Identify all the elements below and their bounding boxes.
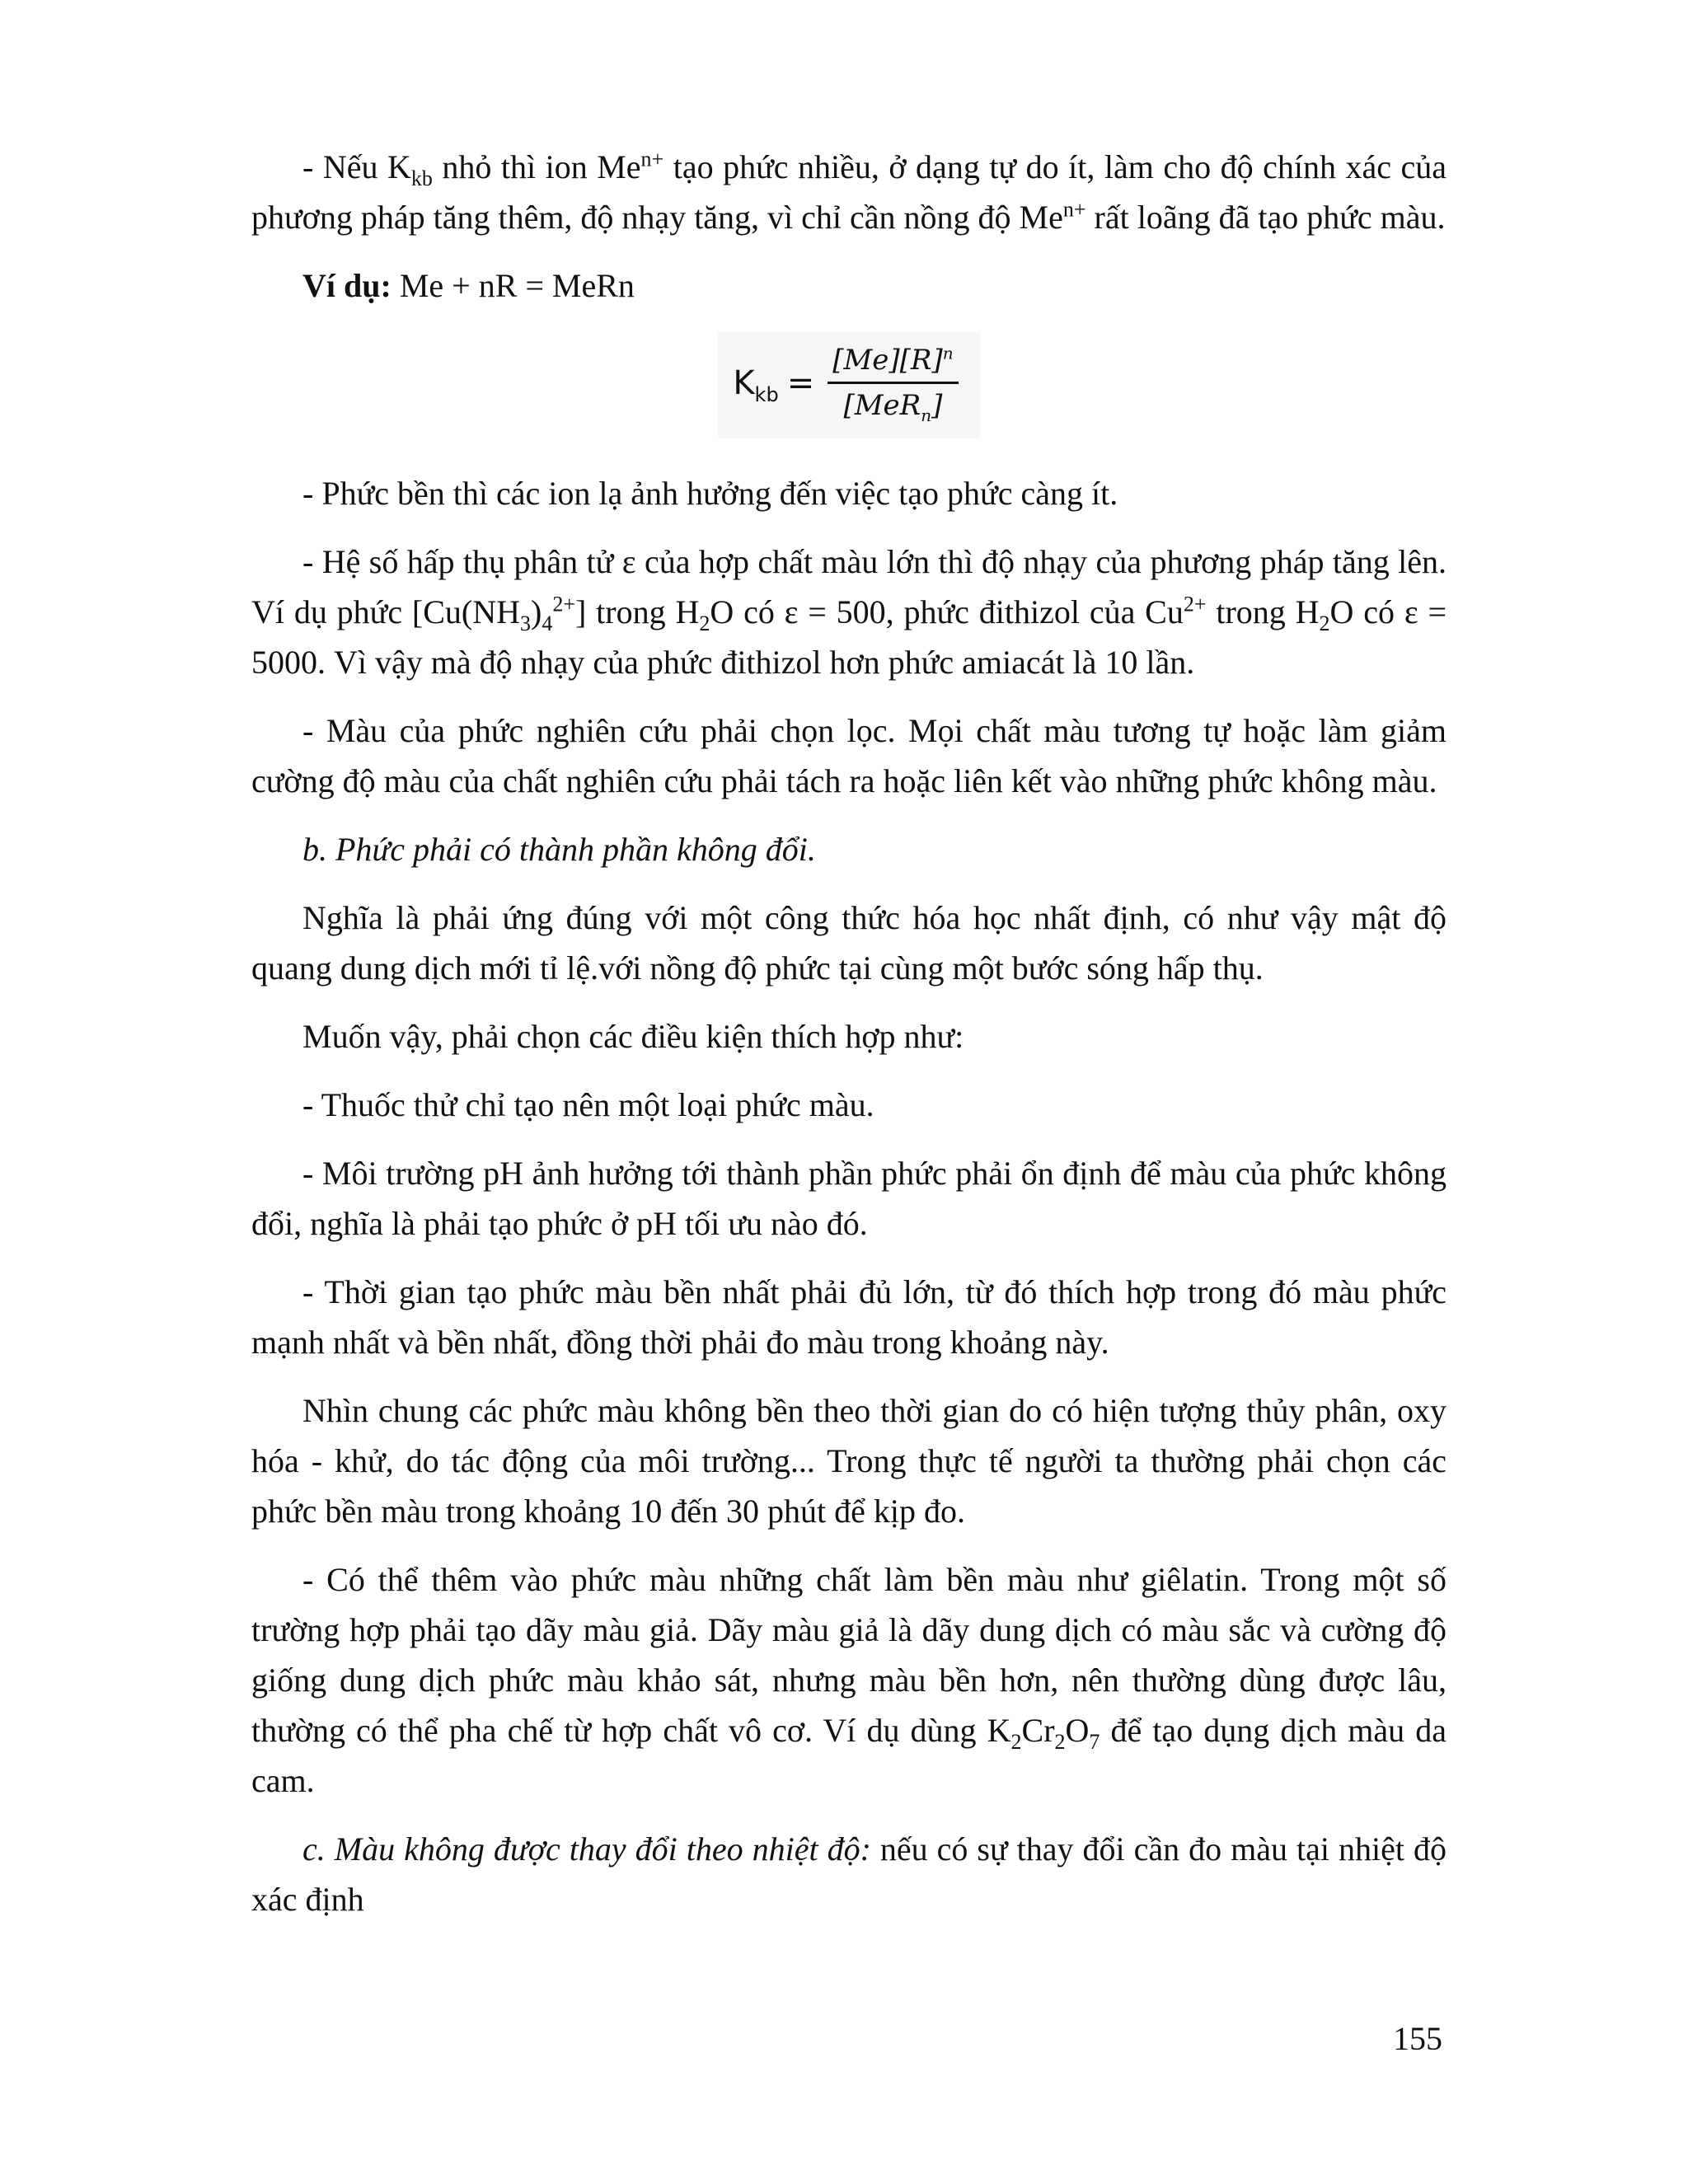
- paragraph-stable-complex: - Phức bền thì các ion lạ ảnh hưởng đến việc tạo phức càng ít.: [302, 475, 1118, 512]
- formula-block: [251, 332, 1447, 438]
- subscript: kb: [410, 166, 433, 190]
- section-heading-b: b. Phức phải có thành phần không đổi.: [302, 831, 816, 868]
- text: ] trong H: [575, 593, 700, 630]
- formula-k: K: [733, 363, 755, 402]
- subscript: 2: [699, 612, 710, 635]
- text: - Nếu K: [302, 148, 411, 185]
- paragraph-conditions-intro: Muốn vậy, phải chọn các điều kiện thích hợp như:: [302, 1018, 964, 1055]
- formula-fraction: [828, 343, 958, 425]
- numerator-text: [Me][R]: [832, 344, 943, 377]
- superscript: 2+: [552, 592, 576, 616]
- paragraph-reagent: - Thuốc thử chỉ tạo nên một loại phức màu.: [302, 1086, 874, 1123]
- text: O có ε = 5000. Vì vậy mà độ nhạy của phức đithizol hơn phức amiacát là 10 lần.: [251, 593, 1447, 681]
- subscript: 2: [1010, 1730, 1022, 1754]
- text: Cr: [1021, 1712, 1055, 1749]
- formula-equals: =: [786, 363, 815, 402]
- formula-lhs: [733, 363, 779, 406]
- text: - Hệ số hấp thụ phân tử ε của hợp chất màu lớn thì độ nhạy của phương pháp tăng lên. Ví dụ phức [Cu(NH: [251, 543, 1447, 630]
- example-line: [251, 260, 1447, 311]
- paragraph-ph: - Môi trường pH ảnh hưởng tới thành phần phức phải ổn định để màu của phức không đổi, nghĩa là phải tạo phức ở pH tối ưu nào đó.: [251, 1155, 1447, 1242]
- text: tạo phức nhiều, ở dạng tự do ít, làm cho độ chính xác của phương pháp tăng thêm, độ nhạy tăng, vì chỉ cần nồng độ Me: [251, 148, 1447, 236]
- subscript: 7: [1089, 1730, 1100, 1754]
- example-text: Me + nR = MeRn: [391, 267, 635, 304]
- text: nhỏ thì ion Me: [432, 148, 641, 185]
- heading-c-italic: c. Màu không được thay đổi theo nhiệt độ:: [302, 1830, 871, 1868]
- superscript: 2+: [1183, 592, 1207, 616]
- paragraph-time: - Thời gian tạo phức màu bền nhất phải đủ lớn, từ đó thích hợp trong đó màu phức mạnh nhất và bền nhất, đồng thời phải đo màu trong khoảng này.: [251, 1273, 1447, 1361]
- numerator-exponent: n: [942, 343, 954, 363]
- formula-numerator: [828, 344, 958, 382]
- formula-k-subscript: kb: [754, 382, 779, 406]
- superscript: n+: [640, 147, 664, 171]
- superscript: n+: [1062, 197, 1086, 222]
- text: O: [1065, 1712, 1090, 1749]
- text: rất loãng đã tạo phức màu.: [1085, 199, 1446, 236]
- paragraph-meaning: Nghĩa là phải ứng đúng với một công thức hóa học nhất định, có như vậy mật độ quang dung dịch mới tỉ lệ.với nồng độ phức tại cùng một bước sóng hấp thụ.: [251, 899, 1447, 987]
- paragraph-kkb-small: [251, 142, 1447, 242]
- text: ): [531, 593, 542, 630]
- stability-constant-formula: [718, 332, 979, 438]
- text: O có ε = 500, phức đithizol của Cu: [710, 593, 1184, 630]
- paragraph-stabilizer: [251, 1554, 1447, 1806]
- page-body: [251, 142, 1447, 1943]
- subscript: 3: [520, 612, 532, 635]
- paragraph-absorption-coefficient: [251, 537, 1447, 687]
- section-heading-c: [251, 1824, 1447, 1924]
- example-label: Ví dụ:: [302, 267, 392, 304]
- paragraph-color-selection: - Màu của phức nghiên cứu phải chọn lọc. Mọi chất màu tương tự hoặc làm giảm cường độ màu của chất nghiên cứu phải tách ra hoặc liên kết vào những phức không màu.: [251, 712, 1447, 799]
- text: trong H: [1206, 593, 1320, 630]
- subscript: 2: [1319, 612, 1330, 635]
- subscript: 4: [542, 612, 553, 635]
- paragraph-general: Nhìn chung các phức màu không bền theo thời gian do có hiện tượng thủy phân, oxy hóa - khử, do tác động của môi trường... Trong thực tế người ta thường phải chọn các phức bền màu trong khoảng 10 đến 30 phút để kịp đo.: [251, 1392, 1447, 1530]
- heading-c-rest: nếu có sự thay đổi cần đo màu tại nhiệt độ xác định: [251, 1830, 1447, 1918]
- denominator-text: [MeR: [843, 389, 921, 422]
- text: - Có thể thêm vào phức màu những chất làm bền màu như giêlatin. Trong một số trường hợp phải tạo dãy màu giả. Dãy màu giả là dãy dung dịch có màu sắc và cường độ giống dung dịch phức màu khảo sát, nhưng màu bền hơn, nên thường dùng được lâu, thường có thể pha chế từ hợp chất vô cơ. Ví dụ dùng K: [251, 1561, 1447, 1749]
- denominator-close: ]: [931, 389, 943, 422]
- formula-denominator: [843, 384, 943, 425]
- denominator-subscript: n: [921, 405, 932, 425]
- subscript: 2: [1054, 1730, 1066, 1754]
- page-number: 155: [1393, 2020, 1442, 2057]
- text: để tạo dụng dịch màu da cam.: [251, 1712, 1447, 1799]
